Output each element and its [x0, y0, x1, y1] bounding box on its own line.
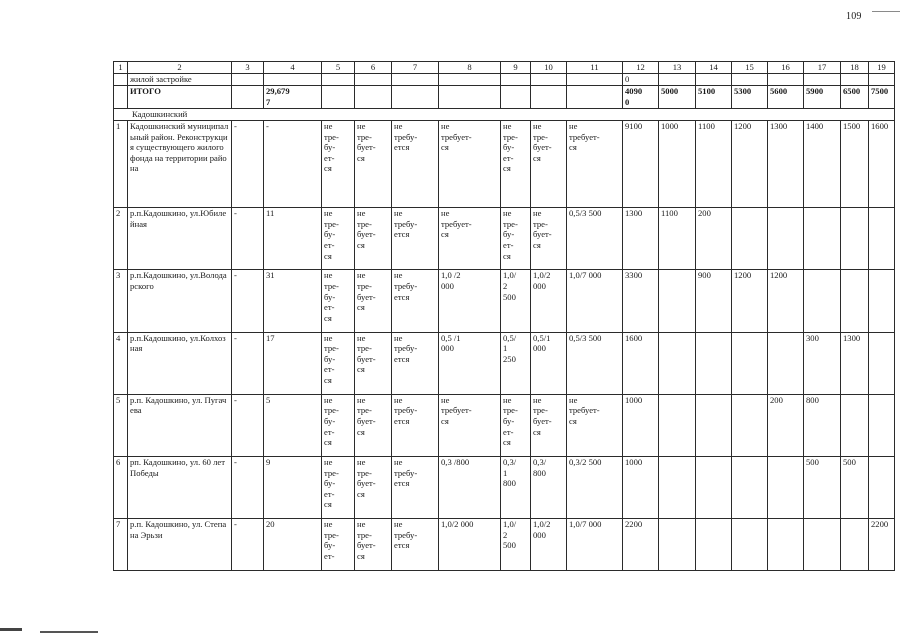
row-number-cell: 6	[114, 456, 128, 518]
table-cell: 1100	[659, 208, 696, 270]
table-cell	[531, 74, 567, 86]
table-cell	[659, 456, 696, 518]
table-cell: 11	[264, 208, 322, 270]
table-cell: 5000	[659, 86, 696, 109]
table-row	[114, 456, 895, 518]
header-cell: 13	[659, 62, 696, 74]
table-cell: 1200	[732, 270, 768, 332]
table-cell: -	[232, 332, 264, 394]
table-cell: не тре- бует- ся	[355, 270, 392, 332]
table-cell: 0,3/ 1 800	[501, 456, 531, 518]
table-cell: 1,0/2 000	[531, 270, 567, 332]
table-cell	[768, 74, 804, 86]
table-cell: 500	[841, 456, 869, 518]
table-cell: 0,5 /1 000	[439, 332, 501, 394]
table-row	[114, 208, 895, 270]
table-cell	[659, 519, 696, 571]
row-number-cell: 3	[114, 270, 128, 332]
table-cell	[869, 394, 895, 456]
table-cell	[659, 394, 696, 456]
table-cell	[355, 86, 392, 109]
table-cell	[567, 86, 623, 109]
header-cell: 16	[768, 62, 804, 74]
table-cell: не требует- ся	[439, 121, 501, 208]
table-cell: 3300	[623, 270, 659, 332]
header-cell: 18	[841, 62, 869, 74]
header-cell: 15	[732, 62, 768, 74]
table-cell: не требует- ся	[567, 121, 623, 208]
table-cell: -	[232, 270, 264, 332]
table-cell: не тре- бует- ся	[355, 394, 392, 456]
table-cell	[392, 74, 439, 86]
table-cell: 5300	[732, 86, 768, 109]
header-cell: 8	[439, 62, 501, 74]
table-cell: 1100	[696, 121, 732, 208]
table-cell: 1,0/ 2 500	[501, 270, 531, 332]
table-cell	[322, 86, 355, 109]
table-cell	[501, 86, 531, 109]
header-cell: 17	[804, 62, 841, 74]
table-cell: 0,3/ 800	[531, 456, 567, 518]
object-name-cell: жилой застройке	[128, 74, 232, 86]
table-cell	[804, 270, 841, 332]
table-cell: -	[232, 456, 264, 518]
table-cell: 1300	[768, 121, 804, 208]
table-cell: 0,3 /800	[439, 456, 501, 518]
table-cell: 1500	[841, 121, 869, 208]
table-cell	[768, 519, 804, 571]
table-cell: не тре- бу- ет- ся	[322, 121, 355, 208]
header-cell: 9	[501, 62, 531, 74]
table-cell	[841, 394, 869, 456]
header-cell: 1	[114, 62, 128, 74]
row-number-cell: 7	[114, 519, 128, 571]
table-cell: 200	[696, 208, 732, 270]
table-cell	[501, 74, 531, 86]
table-cell: 1,0/2 000	[531, 519, 567, 571]
table-row	[114, 270, 895, 332]
table-cell: -	[232, 121, 264, 208]
table-cell	[696, 456, 732, 518]
table-cell	[232, 74, 264, 86]
header-cell: 6	[355, 62, 392, 74]
table-cell: не тре- бу- ет- ся	[501, 208, 531, 270]
table-cell: 20	[264, 519, 322, 571]
header-cell: 14	[696, 62, 732, 74]
total-row	[114, 86, 895, 109]
table-cell: 5	[264, 394, 322, 456]
table-cell: не требует- ся	[439, 208, 501, 270]
table-cell: не требу- ется	[392, 270, 439, 332]
header-cell: 2	[128, 62, 232, 74]
table-cell: 31	[264, 270, 322, 332]
table-cell: -	[232, 208, 264, 270]
table-cell: 1,0/2 000	[439, 519, 501, 571]
table-cell: 17	[264, 332, 322, 394]
header-cell: 5	[322, 62, 355, 74]
table-cell: 500	[804, 456, 841, 518]
table-cell: 6500	[841, 86, 869, 109]
table-cell: 1200	[732, 121, 768, 208]
table-cell: не тре- бует- ся	[355, 456, 392, 518]
header-cell: 12	[623, 62, 659, 74]
table-cell	[732, 208, 768, 270]
table-cell	[841, 208, 869, 270]
table-cell: 1,0 /2 000	[439, 270, 501, 332]
table-cell: 1200	[768, 270, 804, 332]
header-row	[114, 62, 895, 74]
table-cell	[732, 74, 768, 86]
table-cell	[264, 74, 322, 86]
row-number-cell	[114, 86, 128, 109]
table-cell: не требует- ся	[567, 394, 623, 456]
table-cell: 1400	[804, 121, 841, 208]
table-cell: не тре- бует- ся	[531, 394, 567, 456]
table-cell	[869, 456, 895, 518]
table-cell: -	[232, 394, 264, 456]
table-cell	[567, 74, 623, 86]
table-cell	[696, 74, 732, 86]
table-cell: не тре- бует- ся	[355, 519, 392, 571]
section-label: Кадошкинский	[114, 109, 895, 121]
table-cell: не тре- бу- ет- ся	[501, 121, 531, 208]
header-cell: 11	[567, 62, 623, 74]
row-number-cell: 5	[114, 394, 128, 456]
table-cell: не тре- бует- ся	[355, 208, 392, 270]
table-cell: не тре- бует- ся	[531, 208, 567, 270]
table-cell: не тре- бует- ся	[355, 121, 392, 208]
table-cell	[841, 74, 869, 86]
table-cell: 2200	[869, 519, 895, 571]
table-cell	[732, 519, 768, 571]
table-row	[114, 74, 895, 86]
object-name-cell: р.п.Кадошкино, ул.Колхозная	[128, 332, 232, 394]
table-row	[114, 332, 895, 394]
table-cell	[696, 394, 732, 456]
table-cell: 5900	[804, 86, 841, 109]
table-cell: 1600	[623, 332, 659, 394]
row-number-cell	[114, 74, 128, 86]
table-cell	[355, 74, 392, 86]
table-cell: 4090 0	[623, 86, 659, 109]
table-cell	[804, 519, 841, 571]
table-cell: 2200	[623, 519, 659, 571]
object-name-cell: рп. Кадошкино, ул. 60 лет Победы	[128, 456, 232, 518]
header-cell: 19	[869, 62, 895, 74]
table-cell: 300	[804, 332, 841, 394]
table-cell: не тре- бу- ет- ся	[501, 394, 531, 456]
table-cell	[804, 74, 841, 86]
section-row	[114, 109, 895, 121]
table-cell: не требу- ется	[392, 332, 439, 394]
object-name-cell: р.п. Кадошкино, ул. Пугачева	[128, 394, 232, 456]
table-cell: -	[232, 519, 264, 571]
table-cell	[531, 86, 567, 109]
table-cell: не тре- бует- ся	[355, 332, 392, 394]
table-cell	[439, 74, 501, 86]
table-cell	[322, 74, 355, 86]
table-cell: не требу- ется	[392, 456, 439, 518]
table-cell	[841, 519, 869, 571]
table-cell: 5100	[696, 86, 732, 109]
row-number-cell: 4	[114, 332, 128, 394]
table-cell: 9100	[623, 121, 659, 208]
header-cell: 7	[392, 62, 439, 74]
table-cell: не тре- бу- ет-	[322, 519, 355, 571]
object-name-cell: р.п. Кадошкино, ул. Степана Эрьзи	[128, 519, 232, 571]
table-row	[114, 121, 895, 208]
table-cell	[732, 394, 768, 456]
object-name-cell: Кадошкинский муниципальный район. Реконструкция существующего жилого фонда на территории района	[128, 121, 232, 208]
table-cell: не тре- бует- ся	[531, 121, 567, 208]
table-cell: не тре- бу- ет- ся	[322, 270, 355, 332]
table-cell: не требу- ется	[392, 519, 439, 571]
object-name-cell: ИТОГО	[128, 86, 232, 109]
table-cell	[659, 332, 696, 394]
table-cell	[732, 332, 768, 394]
table-cell: не тре- бу- ет- ся	[322, 208, 355, 270]
row-number-cell: 2	[114, 208, 128, 270]
table-cell: 1000	[623, 456, 659, 518]
table-cell: 0,5/3 500	[567, 332, 623, 394]
table-cell: не требу- ется	[392, 121, 439, 208]
table-cell: 9	[264, 456, 322, 518]
table-cell	[768, 456, 804, 518]
table-cell: не тре- бу- ет- ся	[322, 332, 355, 394]
row-number-cell: 1	[114, 121, 128, 208]
table-cell	[869, 74, 895, 86]
table-cell: не требует- ся	[439, 394, 501, 456]
table-cell: не требу- ется	[392, 208, 439, 270]
table-cell	[696, 519, 732, 571]
table-cell	[841, 270, 869, 332]
table-cell	[659, 270, 696, 332]
table-cell	[439, 86, 501, 109]
table-cell: 0,5/1 000	[531, 332, 567, 394]
data-table	[113, 61, 895, 571]
table-cell	[232, 86, 264, 109]
table-cell: 1000	[659, 121, 696, 208]
object-name-cell: р.п.Кадошкино, ул.Юбилейная	[128, 208, 232, 270]
table-cell: 1300	[623, 208, 659, 270]
table-cell: 1000	[623, 394, 659, 456]
table-cell: 1300	[841, 332, 869, 394]
table-cell: 200	[768, 394, 804, 456]
table-cell: 1600	[869, 121, 895, 208]
table-cell: 900	[696, 270, 732, 332]
table-cell	[392, 86, 439, 109]
table-cell: 1,0/7 000	[567, 519, 623, 571]
table-cell: 29,679 7	[264, 86, 322, 109]
table-cell	[869, 270, 895, 332]
page-number: 109	[846, 11, 862, 22]
table-row	[114, 394, 895, 456]
table-cell: 1,0/7 000	[567, 270, 623, 332]
table-cell: 1,0/ 2 500	[501, 519, 531, 571]
table-cell: не требу- ется	[392, 394, 439, 456]
table-cell: -	[264, 121, 322, 208]
header-cell: 10	[531, 62, 567, 74]
table-cell	[869, 332, 895, 394]
table-cell: не тре- бу- ет- ся	[322, 456, 355, 518]
object-name-cell: р.п.Кадошкино, ул.Володарского	[128, 270, 232, 332]
scan-mark-top	[872, 11, 900, 12]
table-cell: 7500	[869, 86, 895, 109]
table-cell: 0,5/3 500	[567, 208, 623, 270]
header-cell: 3	[232, 62, 264, 74]
table-cell	[696, 332, 732, 394]
table-cell: не тре- бу- ет- ся	[322, 394, 355, 456]
table-cell: 0,5/ 1 250	[501, 332, 531, 394]
table-cell	[768, 332, 804, 394]
table-cell	[659, 74, 696, 86]
table-cell: 0,3/2 500	[567, 456, 623, 518]
table-cell	[732, 456, 768, 518]
header-cell: 4	[264, 62, 322, 74]
scan-mark-edge	[0, 628, 22, 631]
table-cell: 800	[804, 394, 841, 456]
scan-mark-bottom	[40, 631, 98, 633]
table-cell	[768, 208, 804, 270]
table-cell: 5600	[768, 86, 804, 109]
table-cell	[804, 208, 841, 270]
table-cell: 0	[623, 74, 659, 86]
table-row	[114, 519, 895, 571]
table-cell	[869, 208, 895, 270]
